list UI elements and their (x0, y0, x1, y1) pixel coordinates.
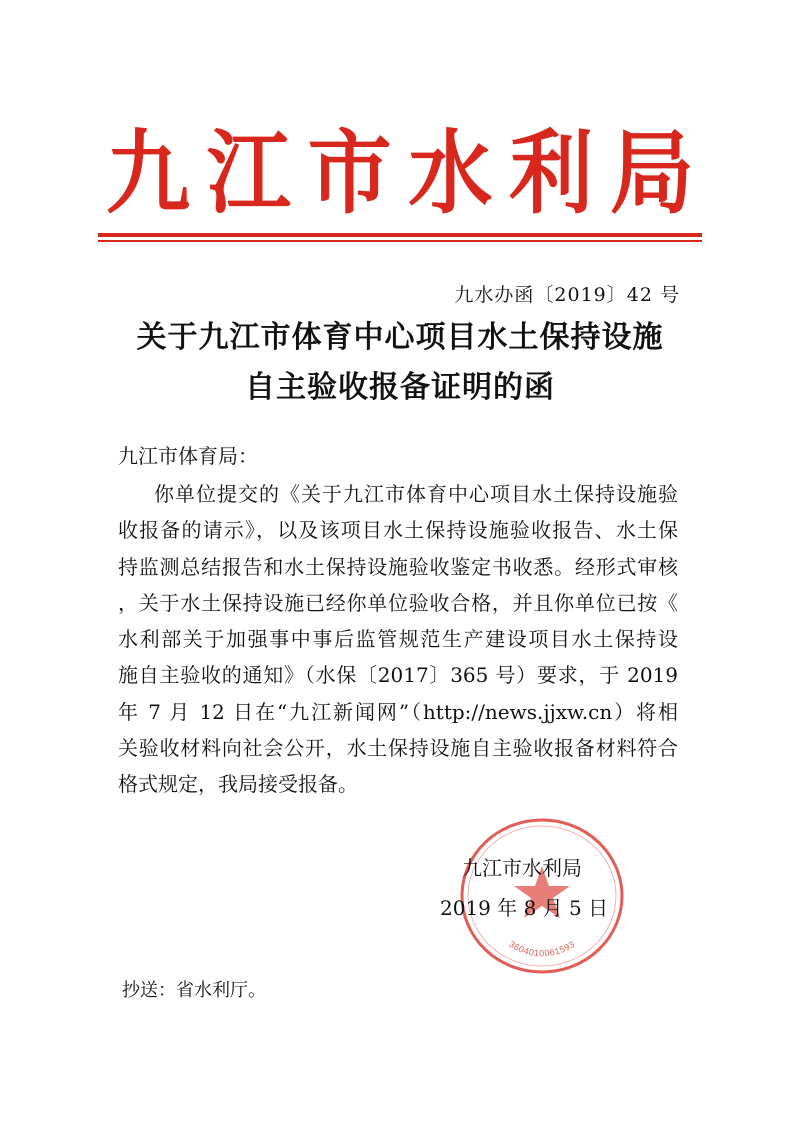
letterhead-char: 江 (206, 119, 291, 226)
letterhead-char: 市 (307, 119, 392, 226)
body-line: 收报备的请示》，以及该项目水土保持设施验收报告、水土保 (118, 518, 678, 543)
body-line: 格式规定，我局接受报备。 (118, 772, 358, 797)
signature-organization: 九江市水利局 (462, 856, 582, 880)
body-line: 关验收材料向社会公开，水土保持设施自主验收报备材料符合 (118, 736, 678, 761)
body-line: 水利部关于加强事中事后监管规范生产建设项目水土保持设 (118, 627, 678, 652)
carbon-copy: 抄送：省水利厅。 (122, 980, 266, 1001)
recipient: 九江市体育局： (118, 444, 258, 468)
letterhead-rule-thick (98, 233, 702, 237)
body-line: 你单位提交的《关于九江市体育中心项目水土保持设施验 (154, 482, 678, 506)
letterhead-rule-thin (98, 240, 702, 242)
letterhead (100, 118, 700, 228)
body-line: ，关于水土保持设施已经你单位验收合格，并且你单位已按《 (118, 590, 678, 615)
signature-date: 2019 年 8 月 5 日 (440, 896, 609, 920)
body-line: 年 7 月 12 日在“九江新闻网”（http://news.jjxw.cn）将相 (118, 699, 678, 724)
body-line: 持监测总结报告和水土保持设施验收鉴定书收悉。经形式审核 (118, 554, 678, 579)
letterhead-char: 水 (408, 119, 493, 226)
document-number: 九水办函〔2019〕42 号 (454, 284, 680, 306)
body-text (118, 476, 678, 803)
letterhead-char: 利 (509, 119, 594, 226)
document-title-line-2: 自主验收报备证明的函 (245, 370, 555, 405)
seal-code: 3604010061593 (507, 938, 577, 959)
body-line: 施自主验收的通知》（水保〔2017〕365 号）要求，于 2019 (118, 663, 678, 688)
document-title-line-1: 关于九江市体育中心项目水土保持设施 (136, 320, 664, 355)
letterhead-char: 九 (105, 119, 190, 226)
letterhead-char: 局 (609, 119, 694, 226)
